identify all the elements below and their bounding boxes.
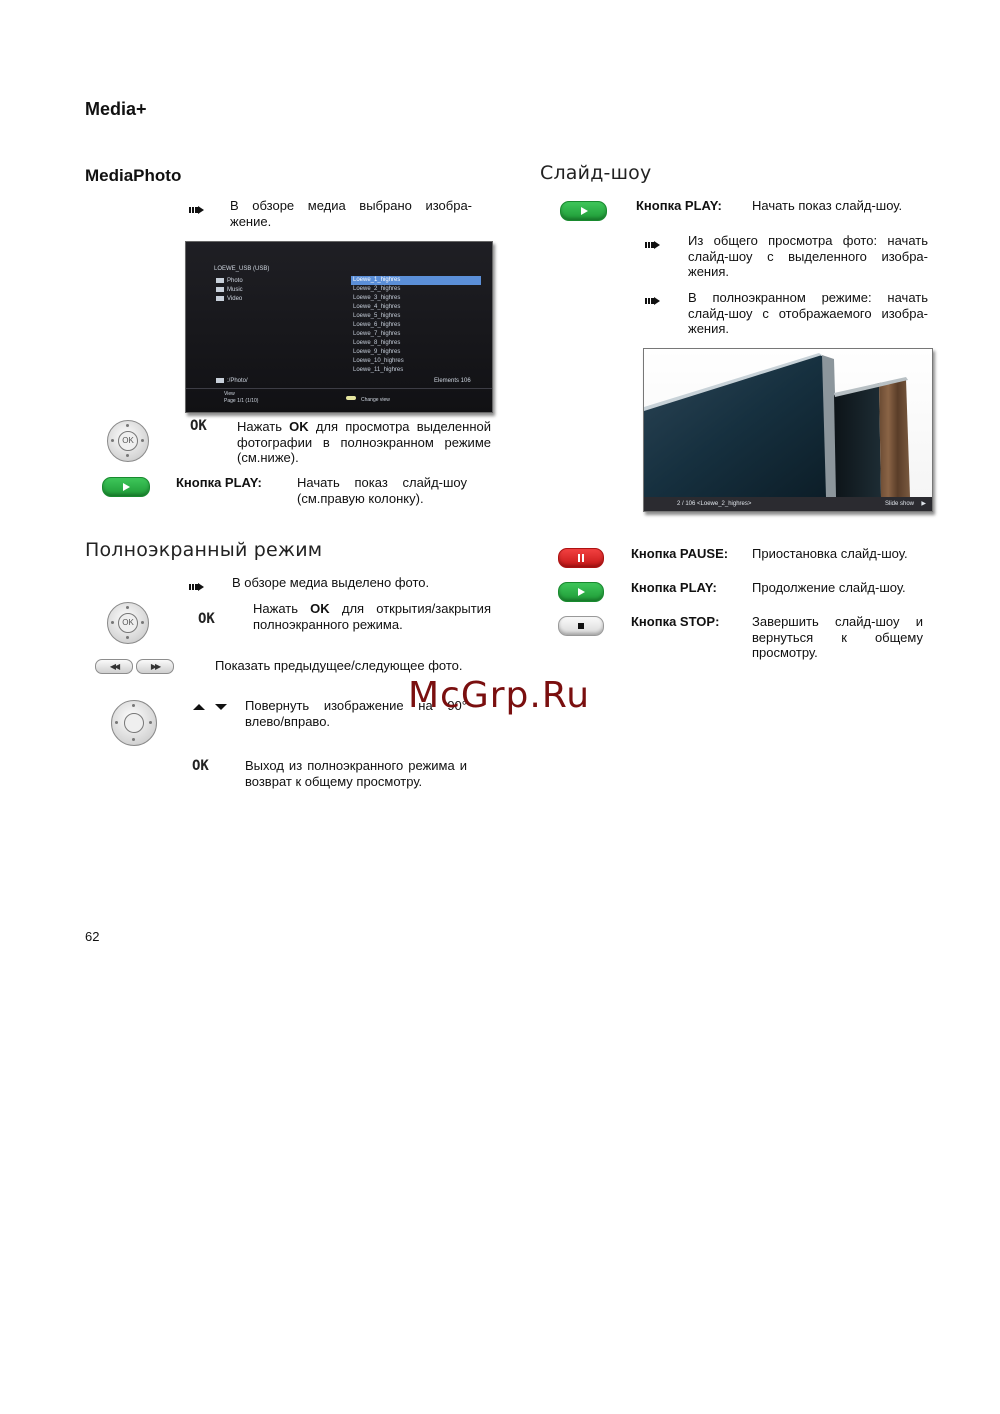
- change-view-hint: Change view: [361, 397, 390, 403]
- slideshow-play-label: Кнопка PLAY:: [636, 198, 722, 213]
- tv-product-photo: [644, 349, 932, 511]
- page-indicator: Page 1/1 (1/10): [224, 398, 259, 404]
- section-heading-slideshow: Слайд-шоу: [540, 162, 652, 184]
- usb-source-label: LOEWE_USB (USB): [214, 266, 270, 272]
- play-button-icon: [558, 582, 604, 602]
- file-list-item: Loewe_9_highres: [353, 349, 401, 355]
- slideshow-caption-position: 2 / 106 <Loewe_2_highres>: [677, 501, 752, 507]
- ok-key-glyph: OK: [198, 611, 215, 627]
- remote-ok-pad-icon: OK: [107, 602, 149, 644]
- pause-key-description: Приостановка слайд-шоу.: [752, 546, 908, 561]
- file-list-item: Loewe_3_highres: [353, 295, 401, 301]
- bullet-arrow-icon: [189, 583, 205, 591]
- play-indicator-icon: ▶: [921, 501, 926, 507]
- file-list-item: Loewe_4_highres: [353, 304, 401, 310]
- file-list-item: Loewe_8_highres: [353, 340, 401, 346]
- prev-next-description: Показать предыдущее/следующее фото.: [215, 658, 463, 673]
- page-title: Media+: [85, 99, 147, 119]
- ok-key-glyph: OK: [190, 418, 207, 434]
- file-list-item: Loewe_2_highres: [353, 286, 401, 292]
- folder-music: Music: [216, 286, 243, 295]
- exit-fullscreen-description: Выход из полноэкранного режима и возврат к общему просмотру.: [245, 758, 467, 789]
- folder-icon: [216, 296, 224, 301]
- file-list-item: Loewe_11_highres: [353, 367, 404, 373]
- bullet-arrow-icon: [645, 241, 661, 249]
- fast-forward-button-icon: ▶▶: [136, 659, 174, 674]
- fullscreen-intro: В обзоре медиа выделено фото.: [232, 575, 430, 590]
- stop-key-label: Кнопка STOP:: [631, 614, 720, 629]
- file-list-item: Loewe_6_highres: [353, 322, 401, 328]
- current-path: :/Photo/: [216, 377, 248, 386]
- slideshow-caption-mode: Slide show: [884, 501, 914, 507]
- folder-icon: [216, 287, 224, 292]
- stop-key-description: Завершить слайд-шоу и вернуться к общему просмотру.: [752, 614, 923, 660]
- play-button-icon: [560, 201, 607, 221]
- folder-icon: [216, 278, 224, 283]
- play-button-icon: [102, 477, 150, 497]
- slideshow-play-text: Начать показ слайд-шоу.: [752, 198, 903, 213]
- up-down-arrows-icon: [193, 703, 229, 711]
- elements-count: Elements 106: [434, 378, 471, 384]
- slideshow-caption-bar: [644, 497, 932, 511]
- page-number: 62: [85, 929, 100, 944]
- play-key-label: Кнопка PLAY:: [176, 475, 262, 490]
- ok-key-glyph: OK: [192, 758, 209, 774]
- slideshow-bullet-overview: Из общего просмотра фото: начать слайд-шоу с выделенного изобра-жения.: [688, 233, 928, 279]
- resume-key-description: Продолжение слайд-шоу.: [752, 580, 906, 595]
- pause-button-icon: [558, 548, 604, 568]
- view-hint: View: [224, 391, 235, 397]
- remote-nav-pad-icon: [111, 700, 157, 746]
- ok-instruction: Нажать OK для просмотра выделенной фотографии в полноэкранном режиме (см.ниже).: [237, 419, 491, 465]
- stop-button-icon: [558, 616, 604, 636]
- watermark: McGrp.Ru: [408, 675, 591, 716]
- resume-key-label: Кнопка PLAY:: [631, 580, 717, 595]
- folder-icon: [216, 378, 224, 383]
- bullet-arrow-icon: [645, 297, 661, 305]
- fullscreen-ok-instruction: Нажать OK для открытия/закрытия полноэкранного режима.: [253, 601, 491, 632]
- section-heading-mediaphoto: MediaPhoto: [85, 166, 182, 185]
- file-list-item: Loewe_1_highres: [351, 276, 481, 285]
- rewind-button-icon: ◀◀: [95, 659, 133, 674]
- yellow-key-icon: [346, 396, 356, 400]
- rotate-description: Повернуть изображение на 90° влево/вправо.: [245, 698, 467, 729]
- folder-video: Video: [216, 295, 242, 304]
- remote-ok-pad-icon: OK: [107, 420, 149, 462]
- bullet-arrow-icon: [189, 206, 205, 214]
- play-key-description: Начать показ слайд-шоу (см.правую колонку).: [297, 475, 467, 506]
- section-heading-fullscreen: Полноэкранный режим: [85, 539, 323, 561]
- slideshow-bullet-fullscreen: В полноэкранном режиме: начать слайд-шоу с отображаемого изобра-жения.: [688, 290, 928, 336]
- divider: [186, 388, 492, 389]
- media-browser-screenshot: [185, 241, 493, 413]
- file-list-item: Loewe_5_highres: [353, 313, 401, 319]
- file-list-item: Loewe_7_highres: [353, 331, 401, 337]
- file-list-item: Loewe_10_highres: [353, 358, 404, 364]
- pause-key-label: Кнопка PAUSE:: [631, 546, 729, 561]
- file-list: [351, 276, 481, 375]
- folder-photo: Photo: [216, 277, 243, 286]
- mediaphoto-intro: В обзоре медиа выбрано изобра-жение.: [230, 198, 472, 229]
- slideshow-photo-screenshot: [643, 348, 933, 512]
